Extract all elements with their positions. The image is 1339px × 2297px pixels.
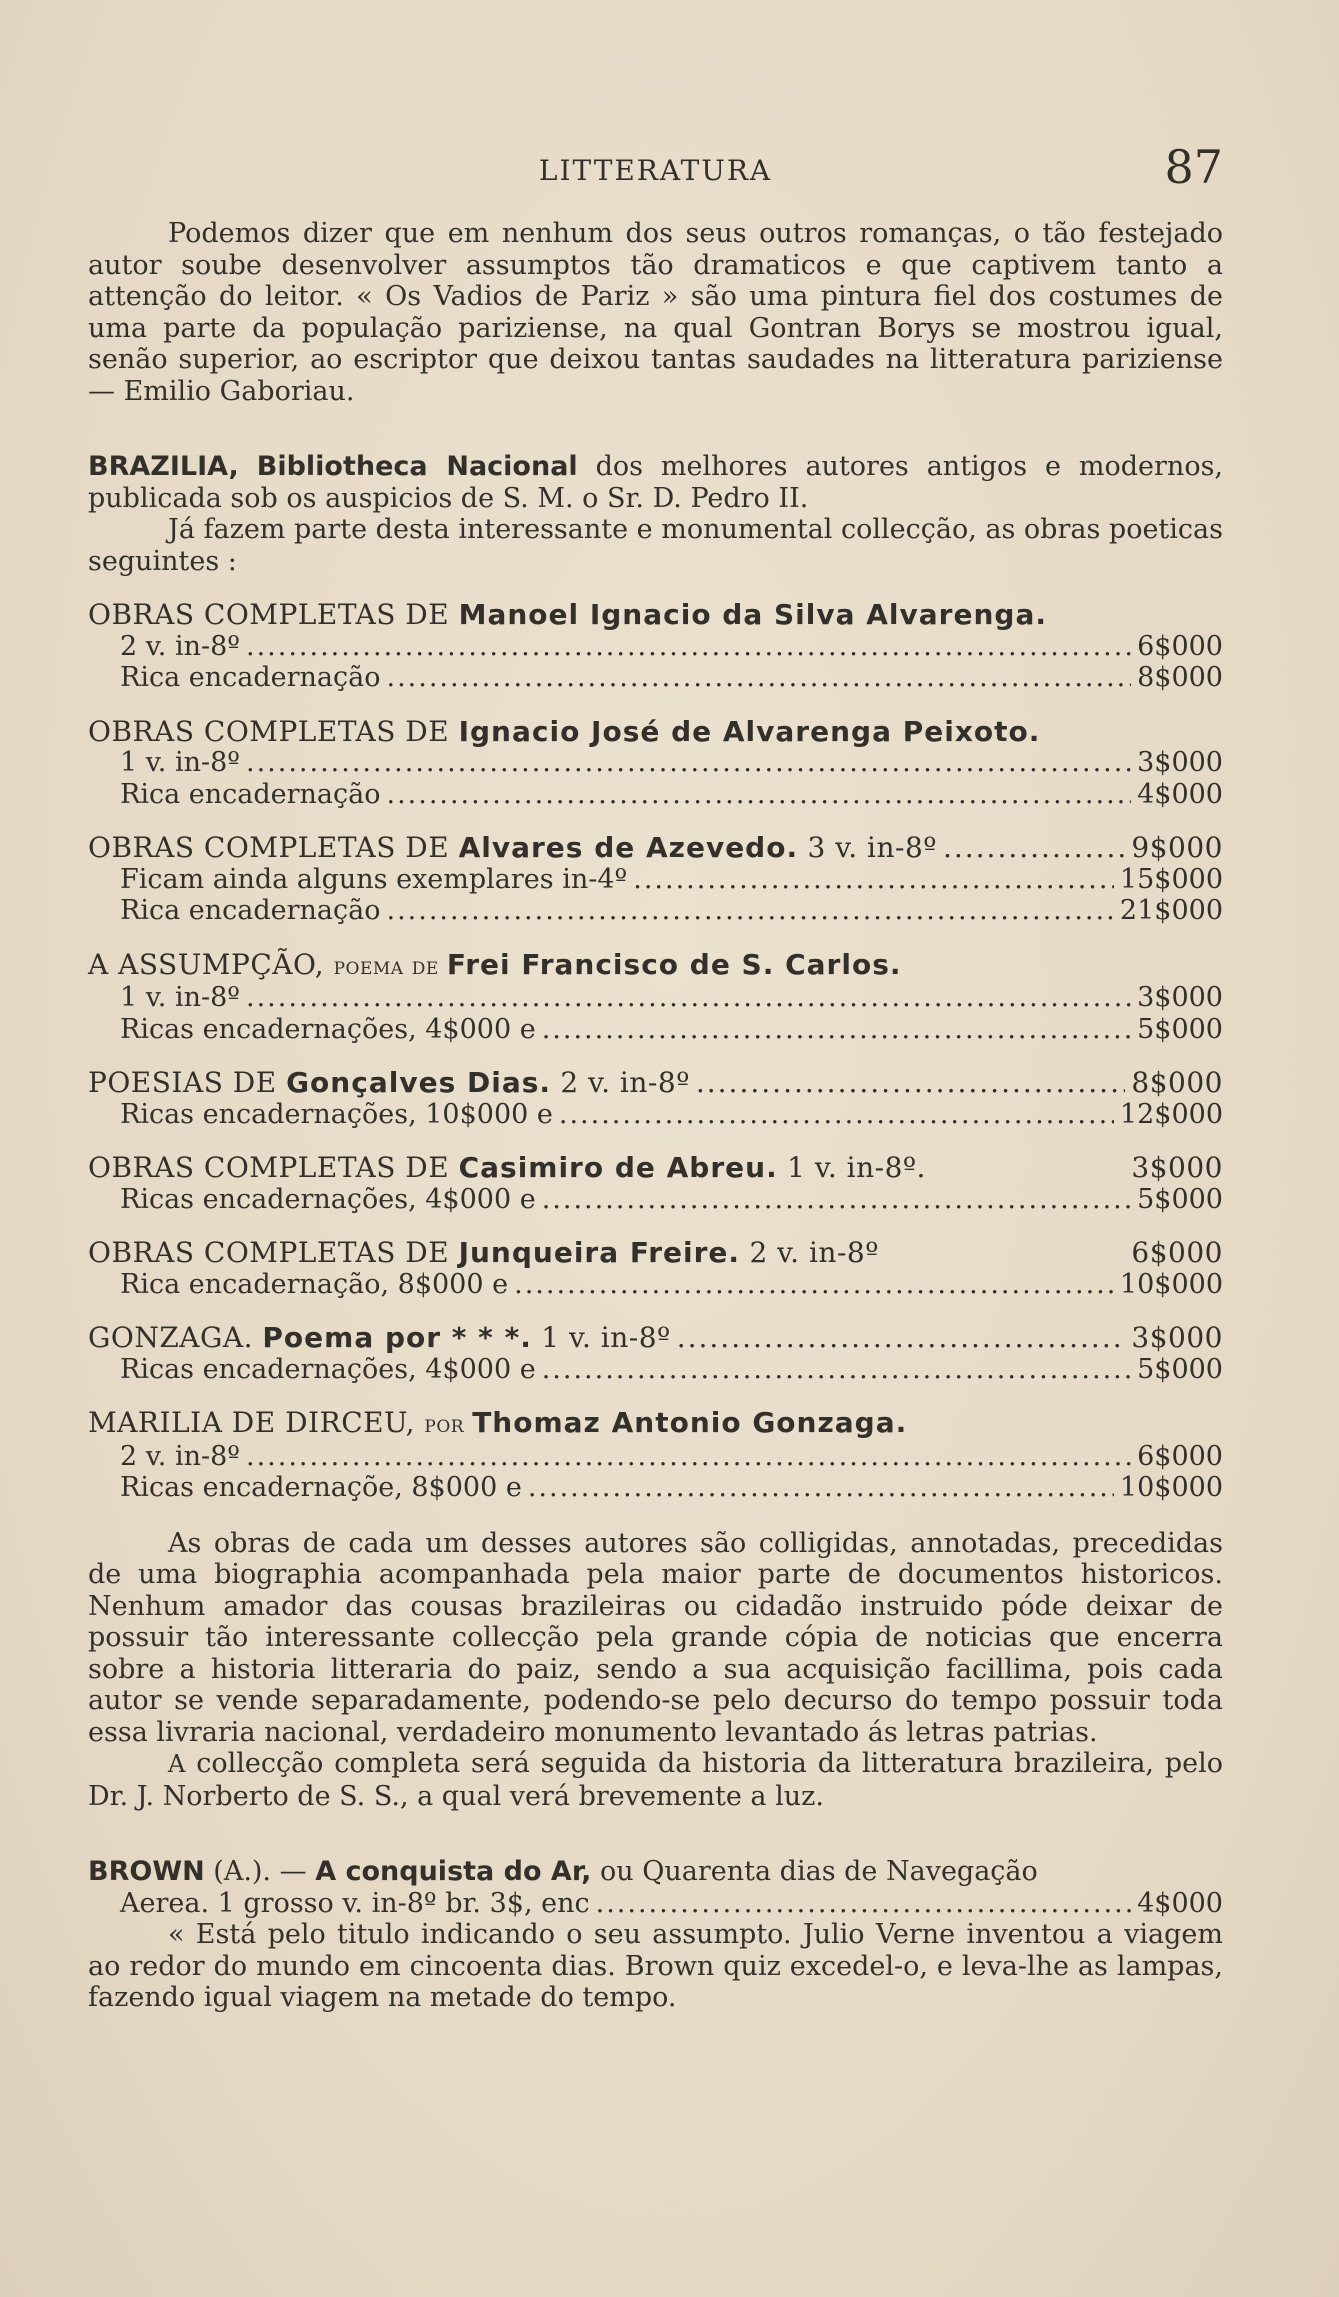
price-line — [88, 1472, 1223, 1504]
catalog-entry — [88, 832, 1223, 927]
price-line-text: Rica encadernação — [120, 778, 381, 810]
price-line — [88, 895, 1223, 927]
price-line-price: 10$000 — [1119, 1268, 1223, 1300]
entry-volume-info: 1 v. in-8º — [531, 1321, 671, 1354]
entry-title — [88, 1237, 879, 1269]
leader-dots — [943, 832, 1125, 864]
collection-note-2-text: collecção completa será seguida da historia da litteratura brazileira, pelo Dr. J. Norberto de S. S., a qual verá brevemente a luz. — [88, 1748, 1223, 1812]
entry-author-name: Poema por * * *. — [262, 1321, 532, 1354]
entry-head — [88, 599, 1223, 631]
entry-pre: MARILIA DE DIRCEU, — [88, 1406, 425, 1439]
catalog-entry — [88, 1322, 1223, 1385]
entry-pre: OBRAS COMPLETAS DE — [88, 1236, 459, 1269]
price-line-price: 5$000 — [1137, 1353, 1223, 1385]
brazilia-entry — [88, 451, 1223, 514]
price-line-text: Ricas encadernações, 4$000 e — [120, 1183, 536, 1215]
entry-price: 9$000 — [1131, 831, 1223, 864]
price-line-price: 12$000 — [1119, 1098, 1223, 1130]
leader-dots — [386, 779, 1131, 811]
entry-author-name: Manoel Ignacio da Silva Alvarenga. — [458, 598, 1047, 631]
collection-note: As obras de cada um desses autores são colligidas, annotadas, precedidas de uma biographia acompanhada pela maior parte de documentos historicos. Nenhum amador das cousas brazileiras ou cidadão instruido póde deixar de possuir tão interessante collecção pela grande cópia de noticias que encerra sobre a historia litteraria do paiz, sendo a sua acquisição facillima, pois cada autor se vende separadamente, podendo-se pelo decurso do tempo possuir toda essa livraria nacional, verdadeiro monumento levantado ás letras patrias. — [88, 1527, 1223, 1748]
price-line-text: Ricas encadernações, 4$000 e — [120, 1013, 536, 1045]
entry-price: 6$000 — [1131, 1236, 1223, 1269]
price-line-text: Rica encadernação — [120, 895, 381, 926]
brown-head: BROWN — [88, 1856, 205, 1887]
leader-dots — [696, 1067, 1126, 1099]
price-line-price: 6$000 — [1137, 1440, 1223, 1472]
leader-dots — [528, 1472, 1114, 1504]
price-line — [88, 1354, 1223, 1386]
brown-entry — [88, 1856, 1223, 1888]
entry-volume-info: 2 v. in-8º — [551, 1066, 690, 1099]
leader-dots — [596, 1888, 1131, 1920]
leader-dots — [246, 1441, 1131, 1473]
price-line-text: Ricas encadernações, 10$000 e — [120, 1098, 553, 1130]
price-line — [88, 1269, 1223, 1301]
catalog-entry — [88, 949, 1223, 1046]
entry-volume-info: 1 v. in-8º. — [777, 1151, 926, 1184]
price-line-text: Ficam ainda alguns exemplares in-4º — [120, 863, 628, 895]
entry-head — [88, 1152, 1223, 1184]
price-line — [88, 1014, 1223, 1046]
price-line-text: 2 v. in-8º — [120, 1440, 240, 1472]
entry-head — [88, 949, 1223, 983]
price-line — [88, 747, 1223, 779]
leader-dots — [677, 1322, 1126, 1354]
price-line-price: 3$000 — [1137, 747, 1223, 778]
catalog-entries — [88, 577, 1223, 1504]
brown-author-rest: (A.). — — [204, 1856, 316, 1887]
price-line-text: Ricas encadernações, 4$000 e — [120, 1353, 536, 1385]
price-line-price: 5$000 — [1137, 1013, 1223, 1045]
leader-dots — [633, 864, 1114, 896]
entry-title — [88, 832, 937, 864]
entry-author-name: Junqueira Freire. — [458, 1236, 741, 1269]
catalog-entry — [88, 1407, 1223, 1504]
price-line-price: 21$000 — [1119, 895, 1223, 926]
running-title: LITTERATURA — [538, 154, 773, 187]
price-line-price: 10$000 — [1119, 1472, 1223, 1503]
price-line — [88, 631, 1223, 663]
collection-note-2 — [88, 1748, 1223, 1812]
entry-pre: OBRAS COMPLETAS DE — [88, 1151, 459, 1184]
brown-price: 4$000 — [1137, 1887, 1223, 1919]
leader-dots — [542, 1014, 1131, 1046]
leader-dots — [246, 982, 1131, 1014]
entry-author-name: Gonçalves Dias. — [286, 1066, 552, 1099]
entry-price: 8$000 — [1131, 1066, 1223, 1099]
entry-author-name: Casimiro de Abreu. — [458, 1151, 778, 1184]
price-line-price: 15$000 — [1119, 863, 1223, 895]
price-line — [88, 1099, 1223, 1131]
collection-note-2-initial: A — [168, 1750, 186, 1778]
entry-pre: GONZAGA. — [88, 1321, 263, 1354]
page-header — [88, 140, 1223, 200]
price-line — [88, 1441, 1223, 1473]
catalog-entry — [88, 599, 1223, 694]
entry-pre: A ASSUMPÇÃO, — [88, 947, 334, 981]
leader-dots — [559, 1099, 1114, 1131]
price-line-price: 3$000 — [1137, 982, 1223, 1013]
catalog-entry — [88, 1152, 1223, 1215]
price-line-price: 4$000 — [1137, 778, 1223, 810]
brazilia-intro-line: Já fazem parte desta interessante e monumental collecção, as obras poeticas seguintes : — [88, 514, 1223, 577]
price-line-text: 2 v. in-8º — [120, 630, 240, 662]
price-line-text: 1 v. in-8º — [120, 747, 240, 778]
price-line-price: 6$000 — [1137, 630, 1223, 662]
catalog-entry — [88, 1237, 1223, 1300]
entry-head — [88, 1322, 1223, 1354]
entry-author-name: Ignacio José de Alvarenga Peixoto. — [458, 714, 1041, 748]
brown-price-line — [88, 1888, 1223, 1920]
leader-dots — [542, 1184, 1131, 1216]
entry-author-name: Frei Francisco de S. Carlos. — [446, 947, 902, 981]
leader-dots — [246, 631, 1131, 663]
price-line-text: Rica encadernação, 8$000 e — [120, 1268, 509, 1300]
entry-title — [88, 1322, 671, 1354]
price-line-text: 1 v. in-8º — [120, 982, 240, 1013]
price-line — [88, 982, 1223, 1014]
entry-title — [88, 1067, 690, 1099]
entry-title — [88, 1152, 926, 1184]
leader-dots — [246, 747, 1131, 779]
brown-title: A conquista do Ar, — [315, 1856, 592, 1887]
leader-dots — [386, 662, 1131, 694]
entry-author-name: Thomaz Antonio Gonzaga. — [472, 1406, 908, 1439]
entry-head — [88, 1407, 1223, 1441]
entry-head — [88, 1237, 1223, 1269]
page-body — [88, 218, 1223, 2014]
entry-pre: OBRAS COMPLETAS DE — [88, 714, 459, 748]
entry-pre-smallcaps: poema de — [333, 951, 447, 980]
price-line-text: Rica encadernação — [120, 662, 381, 693]
leader-dots — [514, 1269, 1114, 1301]
entry-pre-smallcaps: por — [424, 1410, 473, 1438]
brown-rest: ou Quarenta dias de Navegação — [591, 1856, 1038, 1887]
price-line — [88, 864, 1223, 896]
catalog-entry — [88, 1067, 1223, 1130]
page-number: 87 — [1164, 140, 1223, 194]
brazilia-rest: dos melhores autores antigos e modernos, publicada sob os auspicios de S. M. o Sr. D. Pedro II. — [88, 451, 1224, 514]
entry-price: 3$000 — [1131, 1321, 1223, 1354]
entry-pre: OBRAS COMPLETAS DE — [88, 598, 459, 631]
catalog-entry — [88, 716, 1223, 811]
leader-dots — [386, 895, 1113, 927]
price-line — [88, 662, 1223, 694]
entry-head — [88, 1067, 1223, 1099]
entry-pre: OBRAS COMPLETAS DE — [88, 831, 459, 864]
entry-pre: POESIAS DE — [88, 1066, 287, 1099]
brazilia-head: BRAZILIA, — [88, 451, 239, 482]
price-line — [88, 1184, 1223, 1216]
entry-head — [88, 716, 1223, 748]
entry-author-name: Alvares de Azevedo. — [458, 831, 799, 864]
brown-quote: « Está pelo titulo indicando o seu assumpto. Julio Verne inventou a viagem ao redor do mundo em cincoenta dias. Brown quiz excedel-o, e leva-lhe as lampas, fazendo igual viagem na metade do tempo. — [88, 1919, 1223, 2013]
entry-volume-info: 2 v. in-8º — [740, 1236, 879, 1269]
entry-volume-info: 3 v. in-8º — [798, 831, 937, 864]
leader-dots — [542, 1354, 1131, 1386]
price-line-price: 5$000 — [1137, 1183, 1223, 1215]
entry-head — [88, 832, 1223, 864]
intro-paragraph: Podemos dizer que em nenhum dos seus outros romanças, o tão festejado autor soube desenvolver assumptos tão dramaticos e que captivem tanto a attenção do leitor. « Os Vadios de Pariz » são uma pintura fiel dos costumes de uma parte da população pariziense, na qual Gontran Borys se mostrou igual, senão superior, ao escriptor que deixou tantas saudades na litteratura pariziense — Emilio Gaboriau. — [88, 218, 1223, 407]
brazilia-head2: Bibliotheca Nacional — [256, 451, 578, 482]
entry-price: 3$000 — [1131, 1151, 1223, 1184]
price-line — [88, 779, 1223, 811]
brown-line2: Aerea. 1 grosso v. in-8º br. 3$, enc — [120, 1887, 590, 1919]
price-line-price: 8$000 — [1137, 662, 1223, 693]
price-line-text: Ricas encadernaçõe, 8$000 e — [120, 1472, 522, 1503]
